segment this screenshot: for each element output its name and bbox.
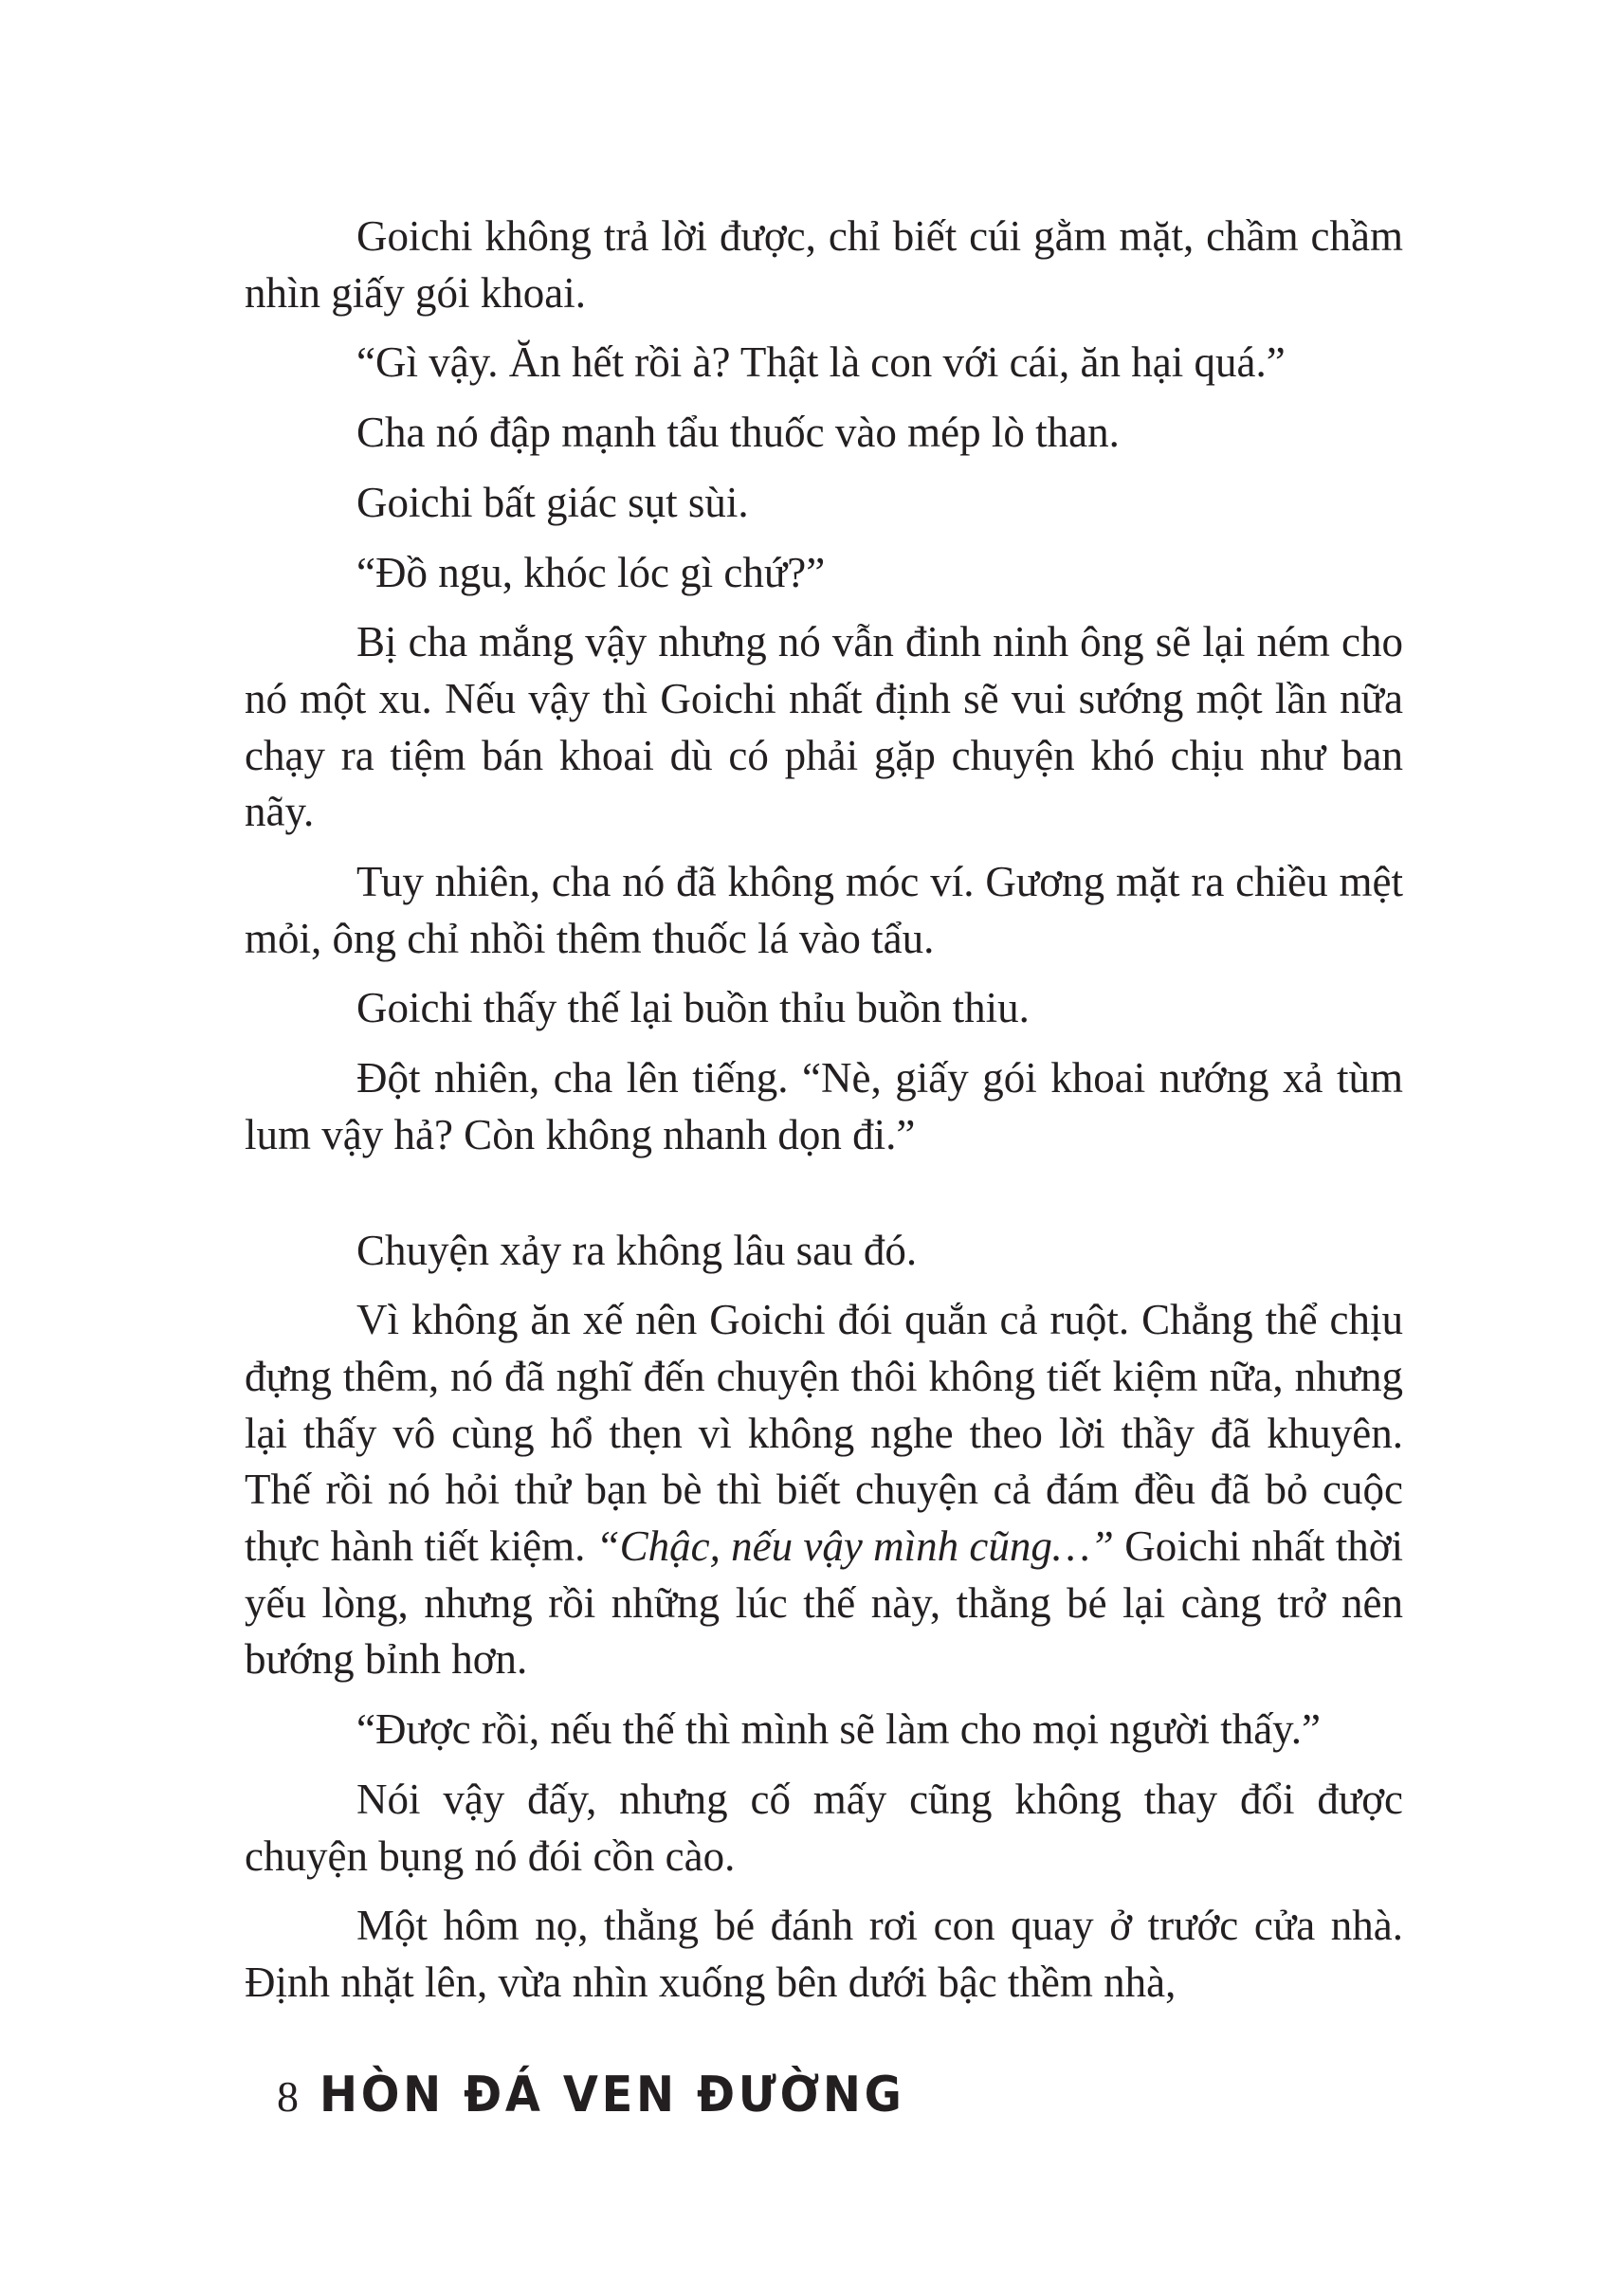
paragraph-13: Nói vậy đấy, nhưng cố mấy cũng không thay đổi được chuyện bụng nó đói cồn cào. (245, 1775, 1403, 1880)
body-text (245, 209, 1403, 2025)
paragraph-10: Chuyện xảy ra không lâu sau đó. (356, 1226, 918, 1274)
paragraph-8: Goichi thấy thế lại buồn thỉu buồn thiu. (356, 984, 1030, 1032)
paragraph-2: “Gì vậy. Ăn hết rồi à? Thật là con với cái, ăn hại quá.” (356, 338, 1286, 387)
paragraph-11 (245, 1292, 1403, 1688)
paragraph-6: Bị cha mắng vậy nhưng nó vẫn đinh ninh ông sẽ lại ném cho nó một xu. Nếu vậy thì Goichi nhất định sẽ vui sướng một lần nữa chạy ra tiệm bán khoai dù có phải gặp chuyện khó chịu như ban nãy. (245, 618, 1403, 836)
paragraph-11-part-a: Vì không ăn xế nên Goichi đói quắn cả ruột. Chẳng thể chịu đựng thêm, nó đã nghĩ đến chuyện thôi không tiết kiệm nữa, nhưng lại thấy vô cùng hổ thẹn vì không nghe theo lời thầy đã khuyên. Thế rồi nó hỏi thử bạn bè thì biết chuyện cả đám đều đã bỏ cuộc thực hành tiết kiệm. (245, 1296, 1403, 1571)
paragraph-11-part-b: Goichi nhất thời yếu lòng, nhưng rồi những lúc thế này, thằng bé lại càng trở nên bướng bỉnh hơn. (245, 1522, 1404, 1684)
paragraph-1: Goichi không trả lời được, chỉ biết cúi gằm mặt, chầm chầm nhìn giấy gói khoai. (245, 212, 1403, 317)
paragraph-7: Tuy nhiên, cha nó đã không móc ví. Gương mặt ra chiều mệt mỏi, ông chỉ nhồi thêm thuốc lá vào tẩu. (245, 858, 1403, 962)
paragraph-12: “Được rồi, nếu thế thì mình sẽ làm cho mọi người thấy.” (356, 1705, 1321, 1754)
page-footer (277, 2067, 956, 2123)
paragraph-14: Một hôm nọ, thằng bé đánh rơi con quay ở trước cửa nhà. Định nhặt lên, vừa nhìn xuống bên dưới bậc thềm nhà, (245, 1902, 1403, 2006)
paragraph-3: Cha nó đập mạnh tẩu thuốc vào mép lò than. (356, 409, 1120, 457)
paragraph-4: Goichi bất giác sụt sùi. (356, 478, 749, 526)
paragraph-9: Đột nhiên, cha lên tiếng. “Nè, giấy gói khoai nướng xả tùm lum vậy hả? Còn không nhanh dọn đi.” (245, 1054, 1403, 1158)
paragraph-5: “Đồ ngu, khóc lóc gì chứ?” (356, 548, 826, 596)
paragraph-11-italic-thought: “Chậc, nếu vậy mình cũng…” (595, 1522, 1114, 1571)
page-number: 8 (277, 2072, 299, 2121)
running-title: HÒN ĐÁ VEN ĐƯỜNG (319, 2067, 905, 2123)
